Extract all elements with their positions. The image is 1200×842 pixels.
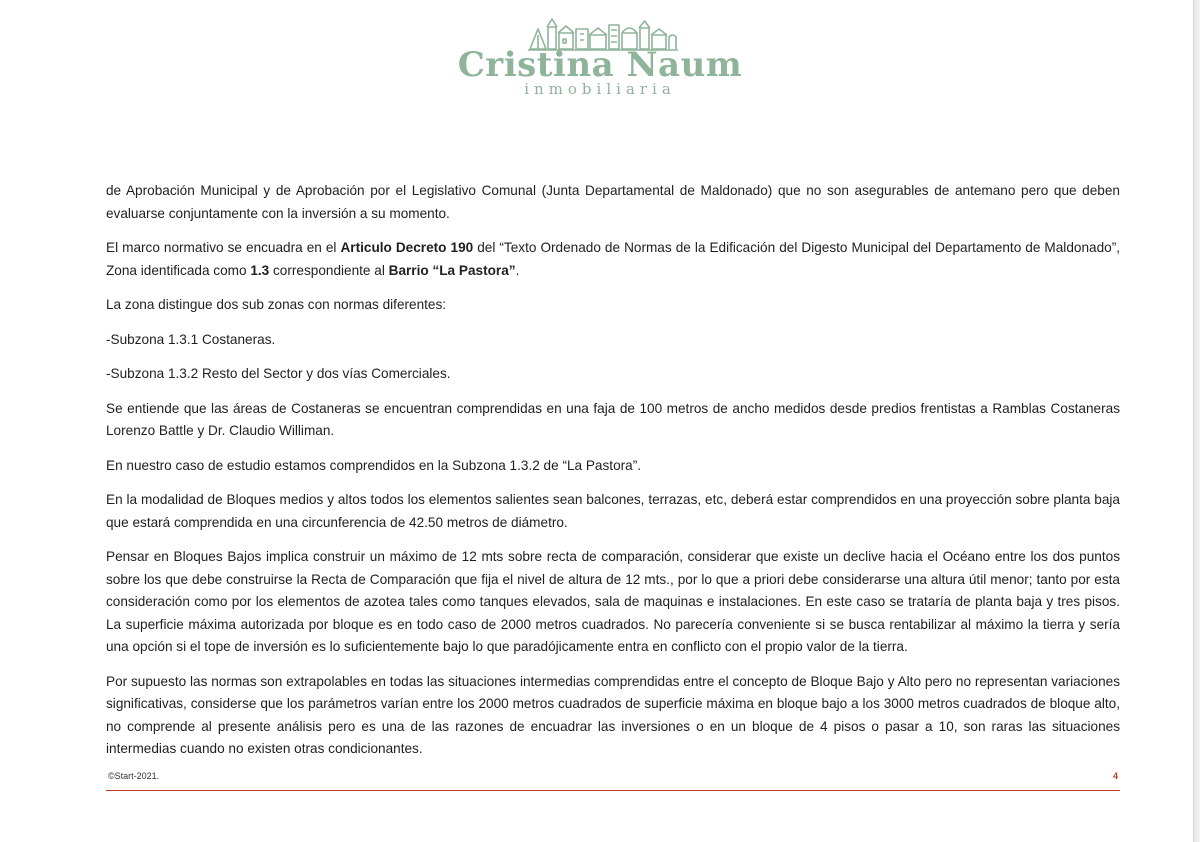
paragraph: En nuestro caso de estudio estamos comprendidos en la Subzona 1.3.2 de “La Pastora”.: [106, 457, 642, 473]
page-number: 4: [1112, 771, 1118, 781]
text-run: del “Texto Ordenado de Normas de la Edificación del Digesto Municipal del Departamento de Maldonado”, Zona identificada como: [106, 240, 1120, 278]
paragraph: Se entiende que las áreas de Costaneras se encuentran comprendidas en una faja de 100 metros de ancho medidos desde predios frentistas a Ramblas Costaneras Lorenzo Battle y Dr. Claudio Williman.: [106, 400, 1120, 438]
footer-divider: [106, 790, 1120, 791]
paragraph: La zona distingue dos sub zonas con normas diferentes:: [106, 297, 447, 312]
text-run: El marco normativo se encuadra en el: [106, 240, 341, 255]
bold-barrio: Barrio “La Pastora”: [388, 262, 516, 278]
text-run: .: [515, 262, 520, 278]
page-header: [0, 12, 1200, 102]
list-item: -Subzona 1.3.2 Resto del Sector y dos vías Comerciales.: [106, 366, 451, 381]
bold-decree: Articulo Decreto 190: [340, 240, 474, 255]
scrollbar-track[interactable]: [1194, 0, 1200, 842]
list-item: -Subzona 1.3.1 Costaneras.: [106, 331, 276, 347]
logo-tagline: inmobiliaria: [524, 80, 676, 98]
bold-zone: 1.3: [250, 262, 270, 278]
footer-copyright: ©Start-2021.: [108, 771, 160, 781]
paragraph: de Aprobación Municipal y de Aprobación por el Legislativo Comunal (Junta Departamental de Maldonado) que no son asegurables de antemano pero que deben evaluarse conjuntamente con la inversión a su momento.: [106, 183, 1120, 221]
text-run: correspondiente al: [269, 262, 389, 278]
paragraph: Pensar en Bloques Bajos implica construir un máximo de 12 mts sobre recta de comparación, considerar que existe un declive hacia el Océano entre los dos puntos sobre los que debe construirse la Recta de Comparación que fija el nivel de altura de 12 mts., por lo que a priori debe considerarse una altura útil menor; tanto por esta consideración como por los elementos de azotea tales como tanques elevados, sala de maquinas e instalaciones. En este caso se trataría de planta baja y tres pisos. La superficie máxima autorizada por bloque es en todo caso de 2000 metros cuadrados. No parecería conveniente si se busca rentabilizar al máximo la tierra y sería una opción si el tope de inversión es lo suficientemente bajo lo que paradójicamente entra en conflicto con el propio valor de la tierra.: [106, 549, 1120, 654]
logo-wordmark: Cristina Naum: [457, 45, 743, 85]
paragraph: Por supuesto las normas son extrapolables en todas las situaciones intermedias comprendidas entre el concepto de Bloque Bajo y Alto pero no representan variaciones significativas, considerse que los parámetros varían entre los 2000 metros cuadrados de superficie máxima en bloque bajo a los 3000 metros cuadrados de bloque alto, no comprende al presente análisis pero es una de las razones de encuadrar las inversiones o en un bloque de 4 pisos o pasar a 10, son raras las situaciones intermedias cuando no existen otras condicionantes.: [106, 673, 1120, 756]
document-body: [106, 180, 1120, 773]
paragraph-normative-framework: [106, 237, 1120, 282]
paragraph: En la modalidad de Bloques medios y altos todos los elementos salientes sean balcones, terrazas, etc, deberá estar comprendidos en una proyección sobre planta baja que estará comprendida en una circunferencia de 42.50 metros de diámetro.: [106, 492, 1120, 530]
